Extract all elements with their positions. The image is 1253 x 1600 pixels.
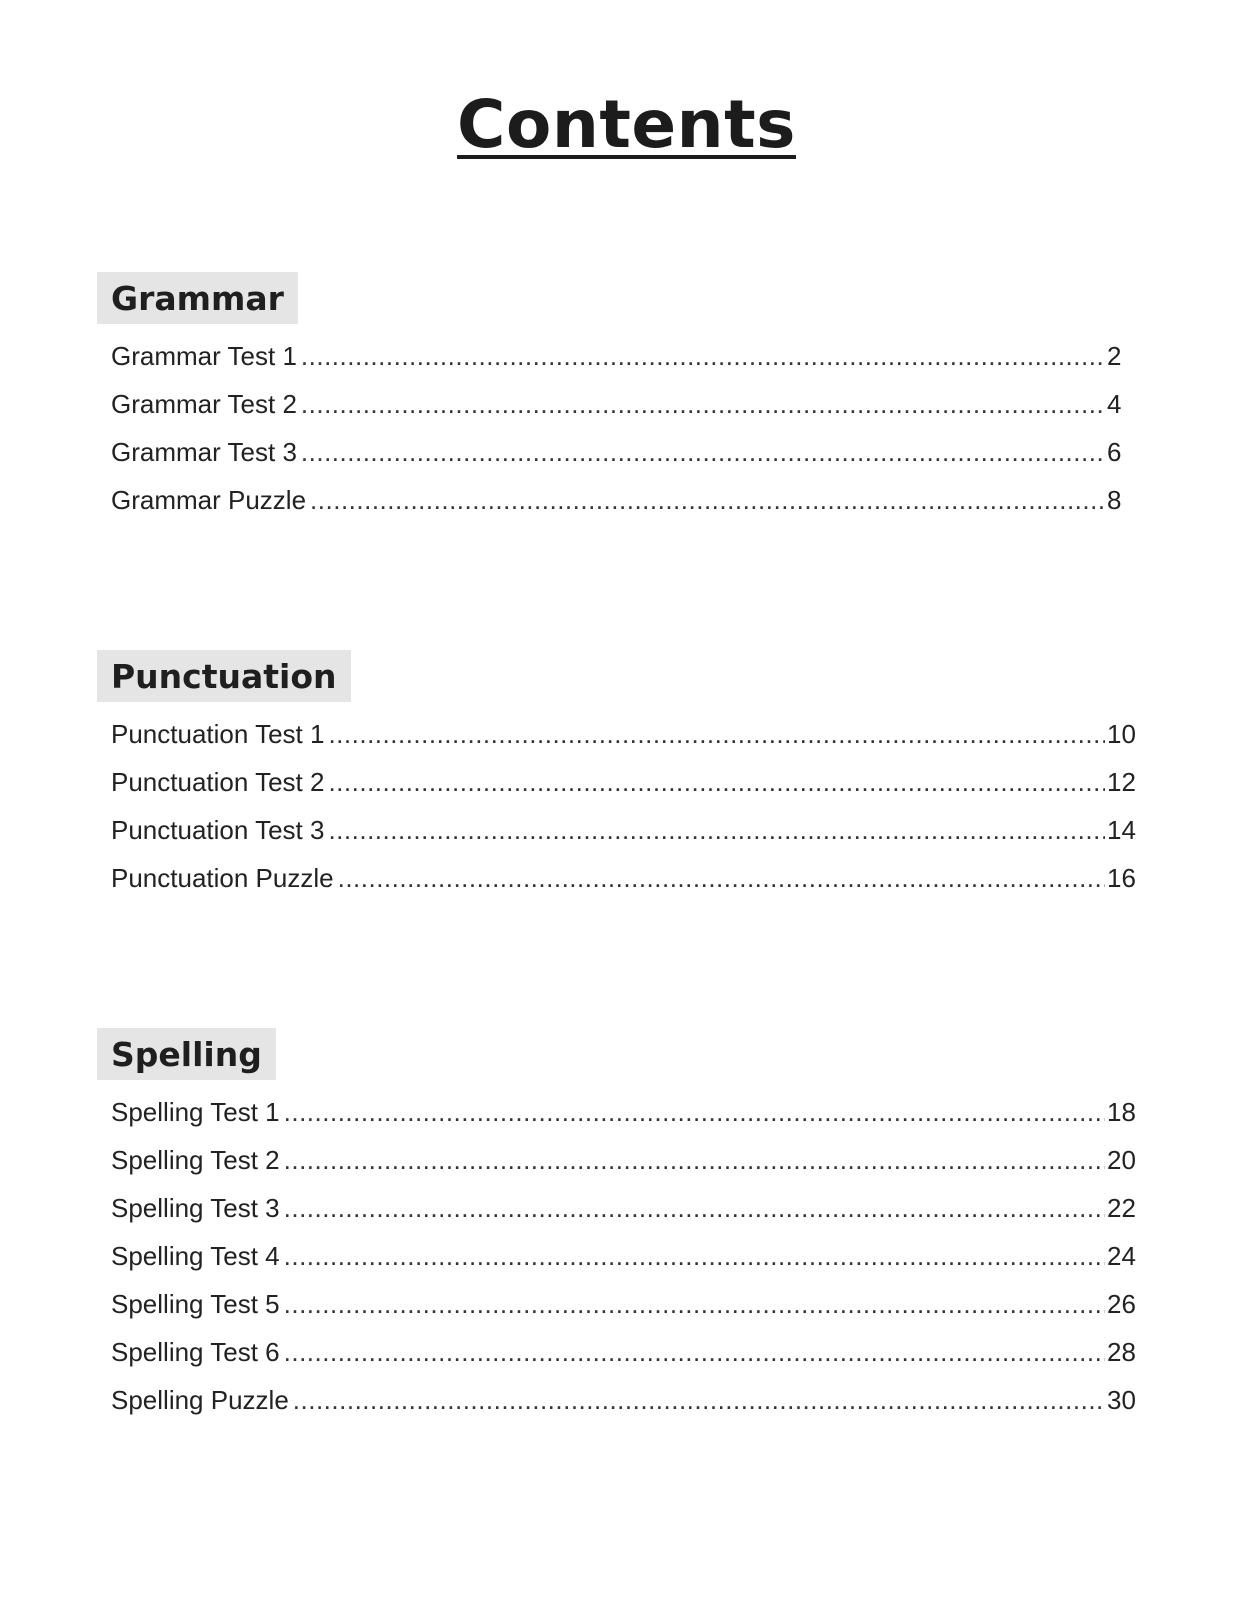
entry-label: Grammar Test 1 [111, 341, 297, 371]
entry-label: Spelling Test 5 [111, 1289, 280, 1319]
entry-label: Spelling Test 4 [111, 1241, 280, 1271]
toc-entry[interactable] [97, 1232, 1137, 1280]
dot-leader [301, 428, 1105, 476]
toc-entry[interactable] [97, 1088, 1137, 1136]
section-punctuation [97, 650, 1137, 902]
entry-page-number: 28 [1107, 1337, 1136, 1367]
dot-leader [284, 1280, 1105, 1328]
entry-label: Grammar Test 2 [111, 389, 297, 419]
dot-leader [284, 1232, 1105, 1280]
dot-leader [310, 476, 1105, 524]
toc-entry[interactable] [97, 758, 1137, 806]
entry-label: Punctuation Puzzle [111, 863, 334, 893]
entry-page-number: 4 [1107, 389, 1122, 419]
section-grammar [97, 272, 1137, 524]
entry-page-number: 6 [1107, 437, 1122, 467]
dot-leader [293, 1376, 1105, 1424]
entry-list-grammar [97, 332, 1137, 524]
entry-label: Spelling Puzzle [111, 1385, 289, 1415]
entry-list-spelling [97, 1088, 1137, 1424]
section-heading-punctuation: Punctuation [97, 650, 351, 702]
toc-entry[interactable] [97, 854, 1137, 902]
entry-label: Grammar Puzzle [111, 485, 307, 515]
section-heading-spelling: Spelling [97, 1028, 276, 1080]
dot-leader [301, 380, 1105, 428]
toc-entry[interactable] [97, 476, 1137, 524]
dot-leader [284, 1328, 1105, 1376]
section-heading-grammar: Grammar [97, 272, 298, 324]
page-title [0, 84, 1253, 166]
entry-page-number: 16 [1107, 863, 1136, 893]
toc-entry[interactable] [97, 1328, 1137, 1376]
entry-page-number: 20 [1107, 1145, 1136, 1175]
entry-page-number: 26 [1107, 1289, 1136, 1319]
dot-leader [328, 758, 1105, 806]
toc-entry[interactable] [97, 710, 1137, 758]
toc-entry[interactable] [97, 806, 1137, 854]
toc-entry[interactable] [97, 1184, 1137, 1232]
entry-page-number: 18 [1107, 1097, 1136, 1127]
dot-leader [328, 806, 1105, 854]
entry-label: Punctuation Test 1 [111, 719, 325, 749]
entry-label: Spelling Test 1 [111, 1097, 280, 1127]
entry-page-number: 22 [1107, 1193, 1136, 1223]
entry-label: Grammar Test 3 [111, 437, 297, 467]
entry-page-number: 12 [1107, 767, 1136, 797]
toc-entry[interactable] [97, 1280, 1137, 1328]
entry-list-punctuation [97, 710, 1137, 902]
dot-leader [284, 1136, 1105, 1184]
entry-page-number: 14 [1107, 815, 1136, 845]
toc-entry[interactable] [97, 332, 1137, 380]
entry-page-number: 10 [1107, 719, 1136, 749]
toc-entry[interactable] [97, 428, 1137, 476]
page-title-text: Contents [457, 86, 796, 163]
dot-leader [338, 854, 1105, 902]
toc-entry[interactable] [97, 1136, 1137, 1184]
entry-label: Spelling Test 2 [111, 1145, 280, 1175]
entry-label: Spelling Test 6 [111, 1337, 280, 1367]
dot-leader [284, 1184, 1105, 1232]
entry-page-number: 2 [1107, 341, 1122, 371]
entry-label: Punctuation Test 3 [111, 815, 325, 845]
dot-leader [328, 710, 1105, 758]
toc-entry[interactable] [97, 1376, 1137, 1424]
section-spelling [97, 1028, 1137, 1424]
toc-entry[interactable] [97, 380, 1137, 428]
entry-label: Punctuation Test 2 [111, 767, 325, 797]
entry-page-number: 8 [1107, 485, 1122, 515]
entry-page-number: 30 [1107, 1385, 1136, 1415]
dot-leader [284, 1088, 1105, 1136]
dot-leader [301, 332, 1105, 380]
entry-page-number: 24 [1107, 1241, 1136, 1271]
entry-label: Spelling Test 3 [111, 1193, 280, 1223]
